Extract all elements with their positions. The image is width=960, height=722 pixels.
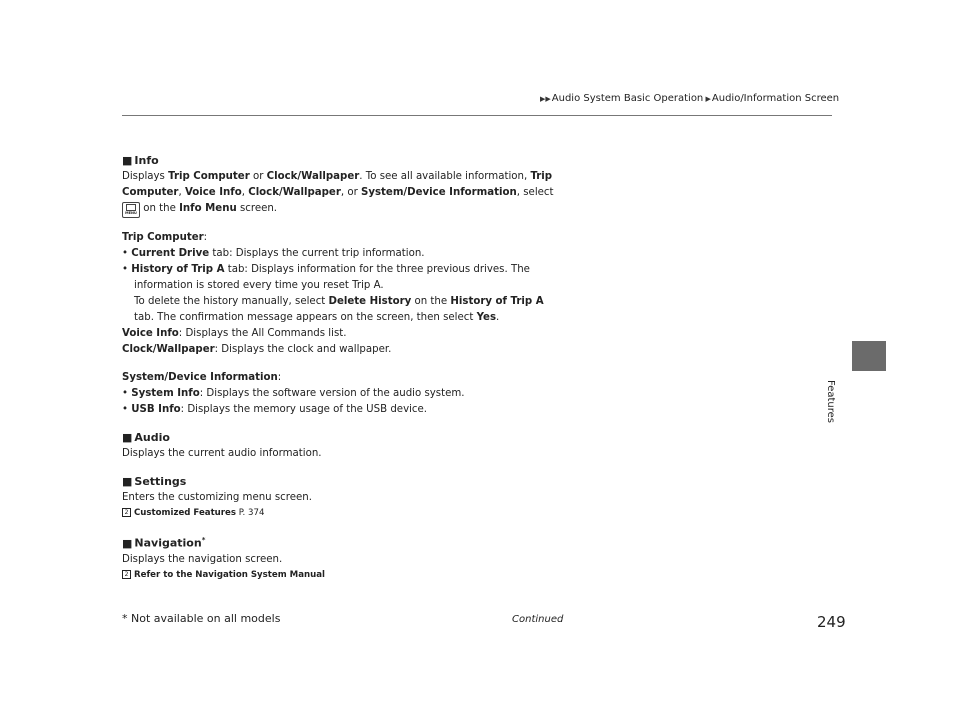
heading-info: ■ Info (122, 154, 159, 167)
paragraph: Displays the current audio information. (122, 448, 322, 459)
paragraph: Clock/Wallpaper: Displays the clock and wallpaper. (122, 344, 392, 355)
paragraph: Enters the customizing menu screen. (122, 492, 312, 503)
paragraph: System/Device Information: (122, 372, 282, 383)
reference-arrow-icon: 2 (122, 570, 131, 579)
list-item: • History of Trip A tab: Displays information for the three previous drives. The information is stored every time you reset Trip A. (122, 264, 530, 291)
cross-reference-link[interactable]: 2 Refer to the Navigation System Manual (122, 568, 562, 582)
reference-arrow-icon: 2 (122, 508, 131, 517)
paragraph: Trip Computer: (122, 232, 208, 243)
heading-audio: ■ Audio (122, 431, 170, 444)
breadcrumb (540, 93, 839, 104)
paragraph: Displays the navigation screen. (122, 553, 283, 565)
list-item: • System Info: Displays the software version of the audio system. (122, 388, 465, 399)
header-rule (122, 115, 832, 116)
continued-label: Continued (512, 614, 564, 625)
page-number: 249 (817, 613, 846, 631)
heading-settings: ■ Settings (122, 475, 187, 488)
triangle-icon: ▶▶ (540, 95, 551, 103)
paragraph: Computer, Voice Info, Clock/Wallpaper, or System/Device Information, select (122, 187, 554, 198)
heading-navigation: ■ Navigation* (122, 536, 206, 550)
breadcrumb-item: Audio/Information Screen (711, 93, 840, 104)
footnote: * Not available on all models (122, 612, 281, 625)
info-menu-icon: MENU (122, 202, 140, 218)
list-item: • USB Info: Displays the memory usage of the USB device. (122, 404, 428, 415)
breadcrumb-item: Audio System Basic Operation (551, 93, 704, 104)
list-item: • Current Drive tab: Displays the current trip information. (122, 248, 425, 259)
paragraph: To delete the history manually, select Delete History on the History of Trip A tab. The confirmation message appears on the screen, then select Yes. (134, 296, 544, 323)
section-tab-label: Features (825, 380, 836, 423)
paragraph: Displays Trip Computer or Clock/Wallpaper. To see all available information, Trip (122, 171, 553, 182)
content (122, 153, 562, 582)
triangle-icon: ▶ (703, 95, 711, 103)
section-tab (852, 341, 886, 371)
paragraph: MENU on the Info Menu screen. (122, 201, 562, 218)
cross-reference-link[interactable]: 2 Customized Features P. 374 (122, 506, 562, 520)
paragraph: Voice Info: Displays the All Commands list. (122, 328, 347, 339)
